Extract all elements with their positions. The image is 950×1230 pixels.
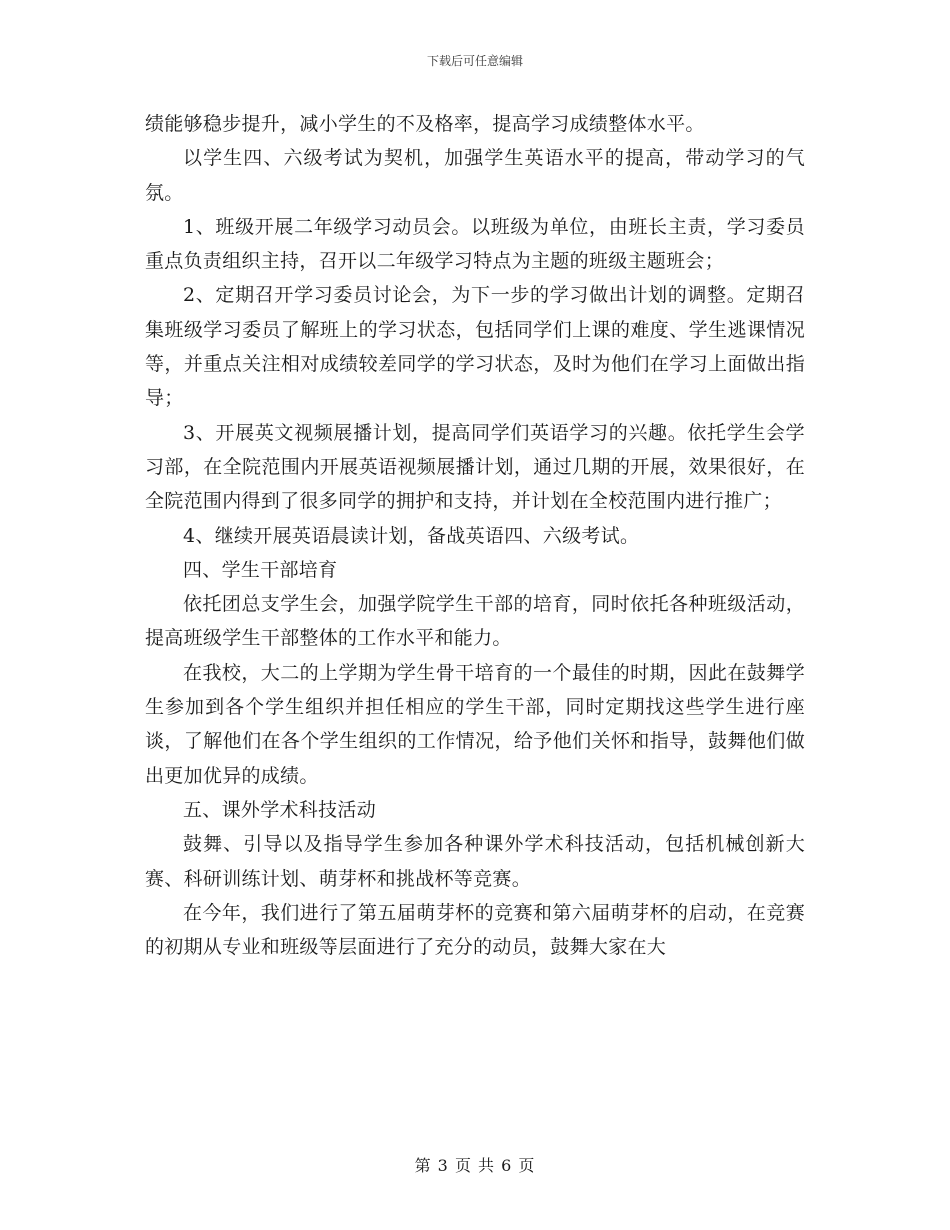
document-body (145, 107, 805, 964)
paragraph-9: 鼓舞、引导以及指导学生参加各种课外学术科技活动，包括机械创新大赛、科研训练计划、萌芽杯和挑战杯等竞赛。 (145, 833, 805, 890)
section-heading-5: 五、课外学术科技活动 (183, 798, 377, 821)
paragraph-5: 3、开展英文视频展播计划，提高同学们英语学习的兴趣。依托学生会学习部，在全院范围内开展英语视频展播计划，通过几期的开展，效果很好，在全院范围内得到了很多同学的拥护和支持，并计划在全校范围内进行推广； (145, 421, 805, 513)
paragraph-10: 在今年，我们进行了第五届萌芽杯的竞赛和第六届萌芽杯的启动，在竞赛的初期从专业和班级等层面进行了充分的动员，鼓舞大家在大 (145, 901, 805, 959)
paragraph-6: 4、继续开展英语晨读计划，备战英语四、六级考试。 (183, 524, 640, 547)
paragraph-1: 绩能够稳步提升，减小学生的不及格率，提高学习成绩整体水平。 (145, 113, 705, 135)
paragraph-7: 依托团总支学生会，加强学院学生干部的培育，同时依托各种班级活动，提高班级学生干部整体的工作水平和能力。 (145, 593, 805, 650)
section-heading-4: 四、学生干部培育 (183, 558, 338, 581)
page-number: 第 3 页 共 6 页 (414, 1156, 536, 1175)
paragraph-8: 在我校，大二的上学期为学生骨干培育的一个最佳的时期，因此在鼓舞学生参加到各个学生组织并担任相应的学生干部，同时定期找这些学生进行座谈，了解他们在各个学生组织的工作情况，给予他们关怀和指导，鼓舞他们做出更加优异的成绩。 (145, 661, 805, 787)
page-header: 下载后可任意编辑 (426, 54, 523, 68)
paragraph-2: 以学生四、六级考试为契机，加强学生英语水平的提高，带动学习的气氛。 (145, 147, 805, 204)
paragraph-3: 1、班级开展二年级学习动员会。以班级为单位，由班长主责，学习委员重点负责组织主持，召开以二年级学习特点为主题的班级主题班会； (145, 215, 805, 273)
paragraph-4: 2、定期召开学习委员讨论会，为下一步的学习做出计划的调整。定期召集班级学习委员了解班上的学习状态，包括同学们上课的难度、学生逃课情况等，并重点关注相对成绩较差同学的学习状态，及时为他们在学习上面做出指导； (145, 284, 805, 410)
